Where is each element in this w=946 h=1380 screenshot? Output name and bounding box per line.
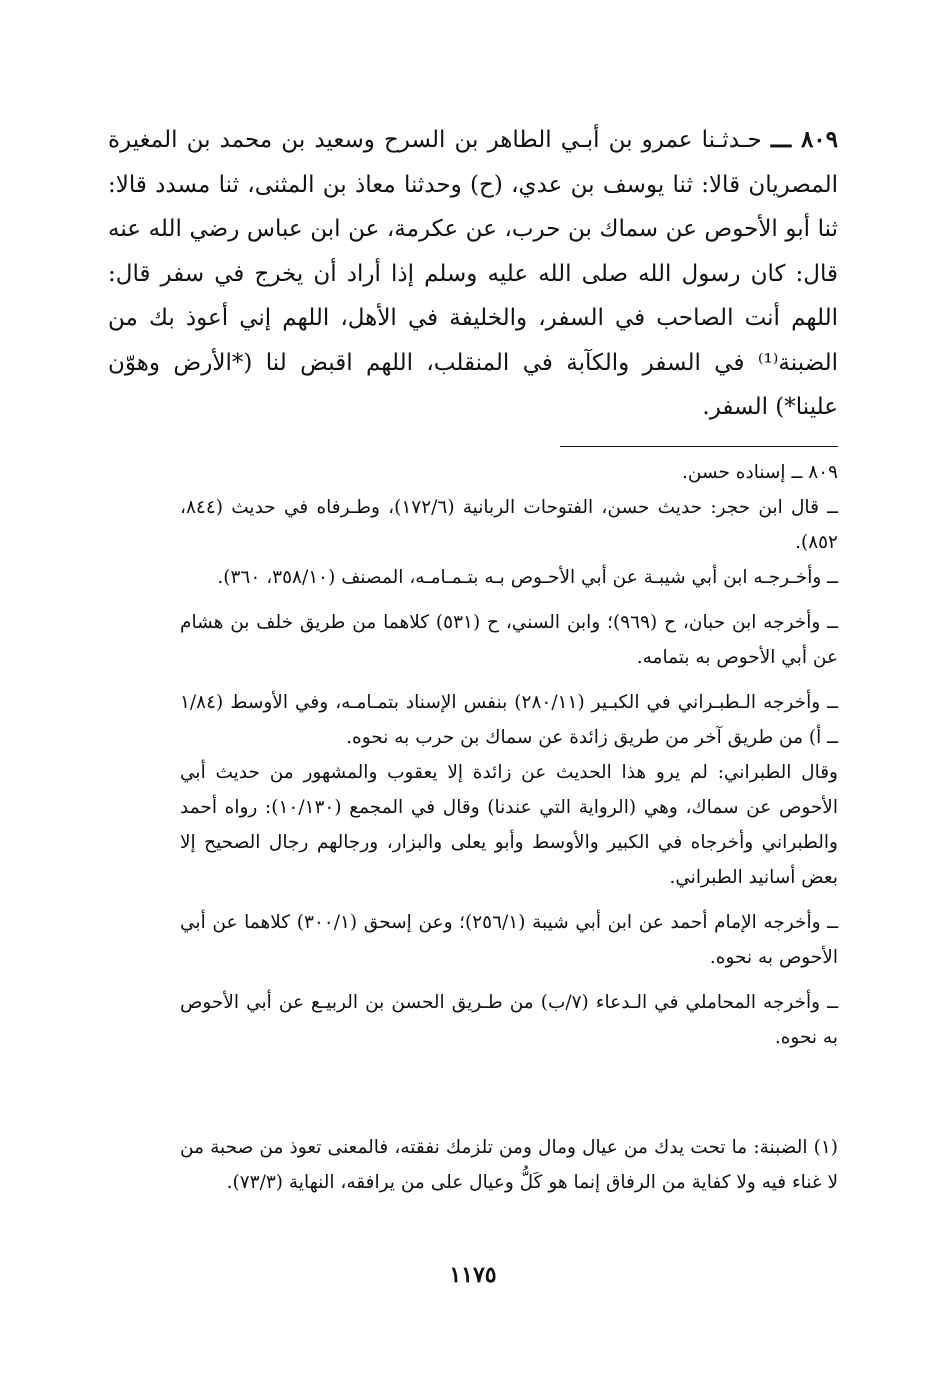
note-item: ــ وأخرجه الـطبـراني في الكبـير (٢٨٠/١١) بنفس الإسناد بتمـامـه، وفي الأوسط (١/٨٤ ــ أ) من طريق آخر من طريق زائدة عن سماك بن حرب به نحوه. xyxy=(180,692,838,748)
note-item: ــ قال ابن حجر: حديث حسن، الفتوحات الربانية (١٧٢/٦)، وطـرفاه في حديث (٨٤٤، ٨٥٢). xyxy=(180,497,838,553)
footnote-number: (١) xyxy=(813,1137,838,1158)
footnote-separator xyxy=(560,446,838,447)
note-item: ــ وأخرجه المحاملي في الـدعاء (٧/ب) من طـريق الحسن بن الربيـع عن أبي الأحوص به نحوه. xyxy=(180,992,838,1048)
hadith-body: حـدثـنا عمرو بن أبـي الطاهر بن السرح وسعيد بن محمد بن المغيرة المصريان قالا: ثنا يوسف بن عدي، (ح) وحدثنا معاذ بن المثنى، ثنا مسدد قالا: ثنا أبو الأحوص عن سماك بن حرب، عن عكرمة، عن ابن عباس رضي الله عنه قال: كان رسول الله صلى الله عليه وسلم إذا أراد أن يخرج في سفر قال: اللهم أنت الصاحب في السفر، والخليفة في الأهل، اللهم إني أعوذ بك من الضبنة⁽¹⁾ في السفر والكآبة في المنقلب، اللهم اقبض لنا (*الأرض وهوّن علينا*) السفر. xyxy=(108,127,838,420)
note-heading: ٨٠٩ ــ إسناده حسن. xyxy=(682,462,838,483)
page-number: ١١٧٥ xyxy=(449,1262,497,1288)
hadith-text xyxy=(108,118,838,430)
hadith-number: ٨٠٩ ـــ xyxy=(770,126,838,153)
note-item: ــ وأخـرجـه ابن أبي شيبـة عن أبي الأحـوص بـه بتـمـامـه، المصنف (٣٥٨/١٠، ٣٦٠). xyxy=(217,567,838,588)
takhrij-notes xyxy=(180,455,838,1055)
footnote xyxy=(180,1130,838,1200)
footnote-text: الضبنة: ما تحت يدك من عيال ومال ومن تلزمك نفقته، فالمعنى تعوذ من صحبة من لا غناء فيه ولا كفاية من الرفاق إنما هو كَلُّ وعيال على من يرافقه، النهاية (٧٣/٣). xyxy=(180,1137,838,1193)
note-item: ــ وأخرجه الإمام أحمد عن ابن أبي شيبة (٢٥٦/١)؛ وعن إسحق (٣٠٠/١) كلاهما عن أبي الأحوص به نحوه. xyxy=(180,912,839,968)
note-item: وقال الطبراني: لم يرو هذا الحديث عن زائدة إلا يعقوب والمشهور من حديث أبي الأحوص عن سماك، وهي (الرواية التي عندنا) وقال في المجمع (١٠/١٣٠): رواه أحمد والطبراني وأخرجاه في الكبير والأوسط وأبو يعلى والبزار، ورجالهم رجال الصحيح إلا بعض أسانيد الطبراني. xyxy=(180,762,838,888)
note-item: ــ وأخرجه ابن حبان، ح (٩٦٩)؛ وابن السني، ح (٥٣١) كلاهما من طريق خلف بن هشام عن أبي الأحوص به بتمامه. xyxy=(180,612,839,668)
